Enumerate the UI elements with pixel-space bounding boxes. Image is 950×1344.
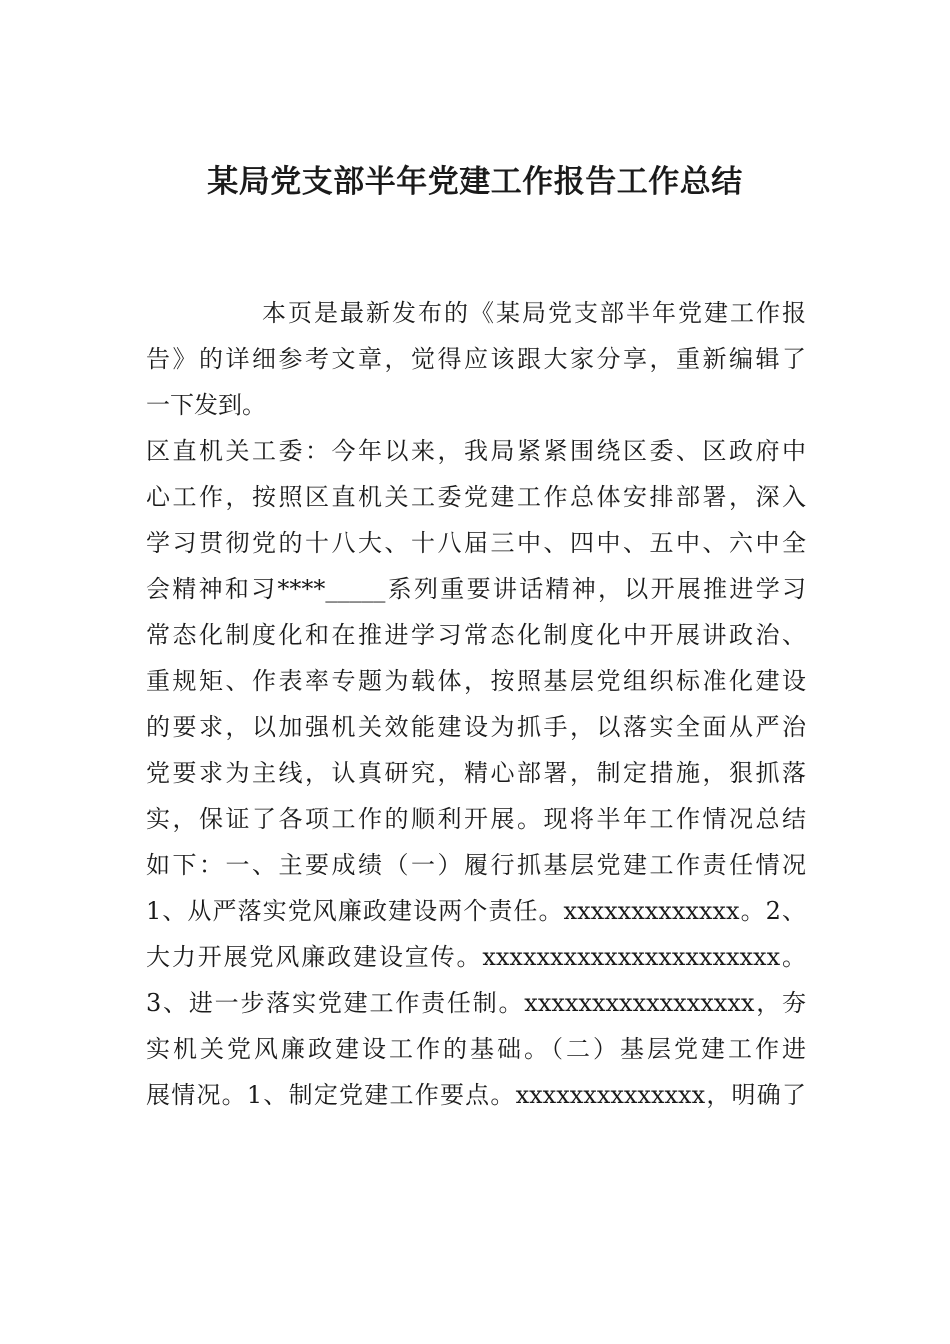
body-line: 3、进一步落实党建工作责任制。xxxxxxxxxxxxxxxxx，夯 [146, 989, 806, 1017]
intro-line: 本页是最新发布的《某局党支部半年党建工作报 [262, 299, 806, 327]
body-line: 党要求为主线，认真研究，精心部署，制定措施，狠抓落 [146, 759, 806, 787]
body-line: 会精神和习****_____系列重要讲话精神，以开展推进学习 [146, 575, 806, 603]
body-line: 学习贯彻党的十八大、十八届三中、四中、五中、六中全 [146, 529, 806, 557]
body-line: 重规矩、作表率专题为载体，按照基层党组织标准化建设 [146, 667, 806, 695]
document-title: 某局党支部半年党建工作报告工作总结 [207, 164, 743, 200]
body-line: 实，保证了各项工作的顺利开展。现将半年工作情况总结 [146, 805, 806, 833]
body-line: 常态化制度化和在推进学习常态化制度化中开展讲政治、 [146, 621, 806, 649]
body-line: 心工作，按照区直机关工委党建工作总体安排部署，深入 [146, 483, 806, 511]
body-line: 的要求，以加强机关效能建设为抓手，以落实全面从严治 [146, 713, 806, 741]
intro-line: 告》的详细参考文章，觉得应该跟大家分享，重新编辑了 [146, 345, 806, 373]
body-line: 区直机关工委：今年以来，我局紧紧围绕区委、区政府中 [146, 437, 806, 465]
document-body [146, 290, 806, 1118]
body-line: 大力开展党风廉政建设宣传。xxxxxxxxxxxxxxxxxxxxxx。 [146, 943, 806, 971]
body-line: 1、从严落实党风廉政建设两个责任。xxxxxxxxxxxxx。2、 [146, 897, 806, 925]
body-line: 展情况。1、制定党建工作要点。xxxxxxxxxxxxxx，明确了 [146, 1081, 806, 1109]
body-line: 实机关党风廉政建设工作的基础。（二）基层党建工作进 [146, 1035, 806, 1063]
body-line: 如下：一、主要成绩（一）履行抓基层党建工作责任情况 [146, 851, 806, 879]
intro-line: 一下发到。 [146, 391, 266, 419]
